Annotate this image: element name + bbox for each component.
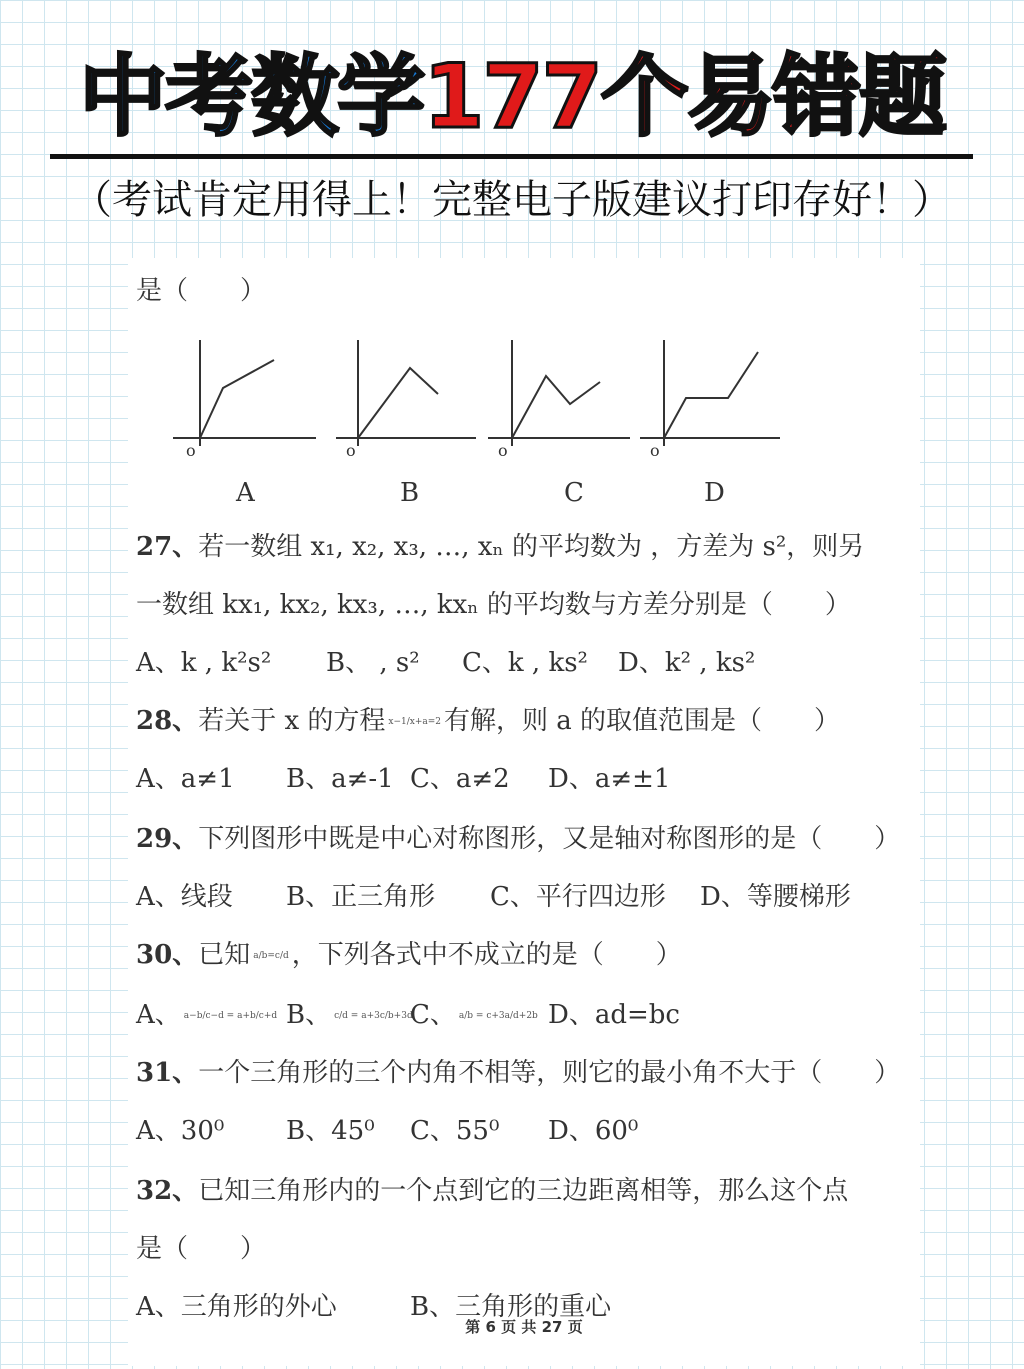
q31-number: 31、 bbox=[136, 1058, 199, 1088]
q30-question bbox=[136, 934, 682, 971]
q31-option-b: B、45⁰ bbox=[286, 1116, 375, 1146]
q29-option-b: B、正三角形 bbox=[286, 882, 436, 912]
banner-title bbox=[0, 42, 1024, 152]
graph-a-line bbox=[200, 360, 274, 438]
q28-number: 28、 bbox=[136, 706, 199, 736]
q28-text-a: 若关于 x 的方程 bbox=[198, 706, 386, 736]
banner-title-red: 177个易错题 bbox=[423, 45, 945, 148]
q30-equation: a/b=c/d bbox=[253, 951, 289, 961]
q30-option-c-label: C、 bbox=[410, 1000, 456, 1030]
q27-option-c: C、k , ks² bbox=[462, 648, 588, 678]
graph-d-origin: o bbox=[650, 441, 660, 460]
q29-option-c: C、平行四边形 bbox=[490, 882, 666, 912]
q27-line1 bbox=[136, 526, 864, 563]
q29-text: 下列图形中既是中心对称图形，又是轴对称图形的是（ ） bbox=[198, 824, 901, 854]
q29-option-a: A、线段 bbox=[136, 882, 233, 912]
q30-option-c-expr: a/b = c+3a/d+2b bbox=[458, 1011, 538, 1021]
q30-option-b-expr: c/d = a+3c/b+3d bbox=[334, 1011, 413, 1021]
q28-option-d: D、a≠±1 bbox=[548, 764, 671, 794]
q30-option-c bbox=[410, 994, 548, 1031]
q31-option-c: C、55⁰ bbox=[410, 1116, 500, 1146]
q30-option-a-label: A、 bbox=[136, 1000, 181, 1030]
q27-option-d: D、k² , ks² bbox=[618, 648, 756, 678]
q27-number: 27、 bbox=[136, 532, 199, 562]
banner-title-blue: 中考数学 bbox=[79, 45, 424, 148]
q30-text-a: 已知 bbox=[198, 940, 251, 970]
q30-text-b: ，下列各式中不成立的是（ ） bbox=[291, 940, 682, 970]
q29-number: 29、 bbox=[136, 824, 199, 854]
q27-line2: 一数组 kx₁, kx₂, kx₃, …, kxₙ 的平均数与方差分别是（ ） bbox=[136, 590, 851, 620]
q27-option-b: B、 , s² bbox=[326, 648, 420, 678]
q30-option-b-label: B、 bbox=[286, 1000, 332, 1030]
q28-text-b: 有解，则 a 的取值范围是（ ） bbox=[444, 706, 841, 736]
q30-option-d: D、ad=bc bbox=[548, 1000, 680, 1030]
page-footer: 第 6 页 共 27 页 bbox=[465, 1318, 583, 1336]
q31-question bbox=[136, 1052, 900, 1089]
q32-number: 32、 bbox=[136, 1176, 199, 1206]
q32-option-a: A、三角形的外心 bbox=[136, 1292, 337, 1322]
banner-subtitle: （考试肯定用得上！完整电子版建议打印存好！） bbox=[72, 177, 952, 223]
q30-option-b bbox=[286, 994, 413, 1031]
q28-equation: x−1/x+a=2 bbox=[388, 717, 442, 727]
graph-label-c: C bbox=[564, 478, 584, 508]
q26-graphs-svg bbox=[168, 328, 788, 528]
document-page bbox=[128, 258, 920, 1366]
q30-options bbox=[136, 994, 680, 1031]
q30-number: 30、 bbox=[136, 940, 199, 970]
q29-options bbox=[136, 876, 851, 913]
q31-option-d: D、60⁰ bbox=[548, 1116, 639, 1146]
q28-option-c: C、a≠2 bbox=[410, 764, 510, 794]
q31-text: 一个三角形的三个内角不相等，则它的最小角不大于（ ） bbox=[198, 1058, 901, 1088]
q30-option-a-expr: a−b/c−d = a+b/c+d bbox=[183, 1011, 278, 1021]
q28-question bbox=[136, 700, 840, 737]
q26-tail: 是（ ） bbox=[136, 276, 267, 306]
q28-options bbox=[136, 758, 670, 795]
graph-b-origin: o bbox=[346, 441, 356, 460]
banner-divider bbox=[50, 154, 973, 159]
q26-graph-options bbox=[168, 328, 788, 532]
q32-line1 bbox=[136, 1170, 848, 1207]
graph-c-origin: o bbox=[498, 441, 508, 460]
q31-option-a: A、30⁰ bbox=[136, 1116, 225, 1146]
q29-option-d: D、等腰梯形 bbox=[700, 882, 851, 912]
graph-a-origin: o bbox=[186, 441, 196, 460]
graph-label-d: D bbox=[704, 478, 725, 508]
q29-question bbox=[136, 818, 900, 855]
graph-label-b: B bbox=[400, 478, 420, 508]
graph-d-line bbox=[664, 352, 758, 438]
graph-label-a: A bbox=[236, 478, 255, 508]
q32-line2: 是（ ） bbox=[136, 1234, 267, 1264]
q32-text: 已知三角形内的一个点到它的三边距离相等，那么这个点 bbox=[198, 1176, 849, 1206]
q27-text: 若一数组 x₁, x₂, x₃, …, xₙ 的平均数为 ，方差为 s²，则另 bbox=[198, 532, 865, 562]
q27-option-a: A、k , k²s² bbox=[136, 648, 272, 678]
q32-option-b: B、三角形的重心 bbox=[410, 1292, 612, 1322]
q31-options bbox=[136, 1110, 638, 1147]
graph-b-line bbox=[358, 368, 438, 438]
q28-option-a: A、a≠1 bbox=[136, 764, 235, 794]
q28-option-b: B、a≠-1 bbox=[286, 764, 394, 794]
q27-options bbox=[136, 642, 755, 679]
q30-option-a bbox=[136, 994, 286, 1031]
graph-c-line bbox=[512, 376, 600, 438]
